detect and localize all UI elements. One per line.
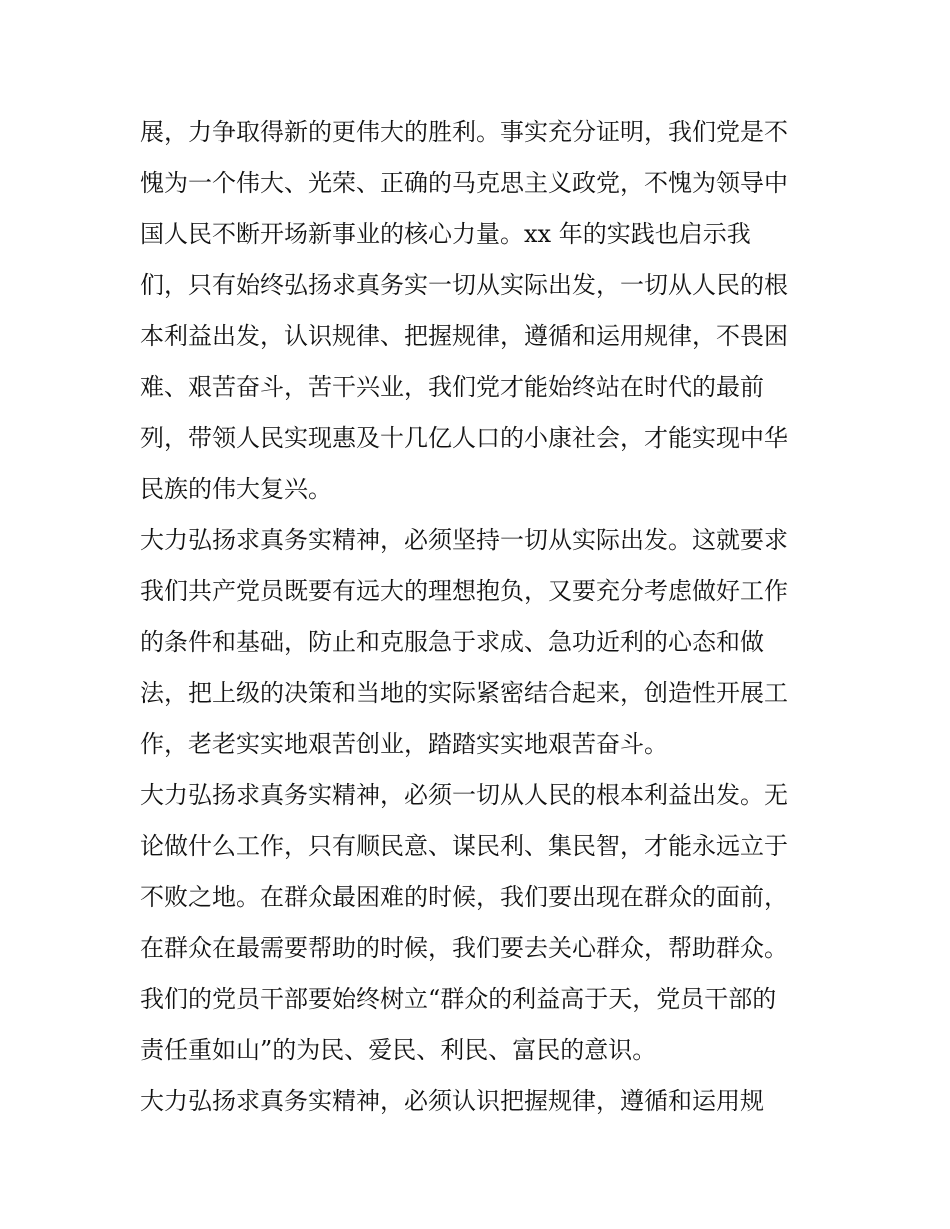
text-line-6: 难、艰苦奋斗，苦干兴业，我们党才能始终站在时代的最前 bbox=[140, 373, 764, 401]
text-line-10: 我们共产党员既要有远大的理想抱负，又要充分考虑做好工作 bbox=[140, 577, 788, 605]
text-line-11: 的条件和基础，防止和克服急于求成、急功近利的心态和做 bbox=[140, 628, 764, 656]
text-line-20: 大力弘扬求真务实精神，必须认识把握规律，遵循和运用规 bbox=[140, 1087, 764, 1115]
text-line-14: 大力弘扬求真务实精神，必须一切从人民的根本利益出发。无 bbox=[140, 781, 788, 809]
text-line-13: 作，老老实实地艰苦创业，踏踏实实地艰苦奋斗。 bbox=[140, 730, 668, 758]
text-line-7: 列，带领人民实现惠及十几亿人口的小康社会，才能实现中华 bbox=[140, 424, 788, 452]
text-line-5: 本利益出发，认识规律、把握规律，遵循和运用规律，不畏困 bbox=[140, 322, 788, 350]
text-line-4: 们，只有始终弘扬求真务实一切从实际出发，一切从人民的根 bbox=[140, 271, 788, 299]
text-line-8: 民族的伟大复兴。 bbox=[140, 475, 332, 503]
text-line-12: 法，把上级的决策和当地的实际紧密结合起来，创造性开展工 bbox=[140, 679, 788, 707]
text-line-9: 大力弘扬求真务实精神，必须坚持一切从实际出发。这就要求 bbox=[140, 526, 788, 554]
text-line-17: 在群众在最需要帮助的时候，我们要去关心群众，帮助群众。 bbox=[140, 934, 788, 962]
text-line-2: 愧为一个伟大、光荣、正确的马克思主义政党，不愧为领导中 bbox=[140, 169, 788, 197]
text-line-15: 论做什么工作，只有顺民意、谋民利、集民智，才能永远立于 bbox=[140, 832, 788, 860]
text-line-19: 责任重如山”的为民、爱民、利民、富民的意识。 bbox=[140, 1036, 657, 1064]
text-line-1: 展，力争取得新的更伟大的胜利。事实充分证明，我们党是不 bbox=[140, 118, 788, 146]
text-line-3: 国人民不断开场新事业的核心力量。xx 年的实践也启示我 bbox=[140, 220, 751, 248]
text-line-16: 不败之地。在群众最困难的时候，我们要出现在群众的面前， bbox=[140, 883, 788, 911]
text-line-18: 我们的党员干部要始终树立“群众的利益高于天，党员干部的 bbox=[140, 985, 777, 1013]
document-body bbox=[140, 107, 820, 1127]
